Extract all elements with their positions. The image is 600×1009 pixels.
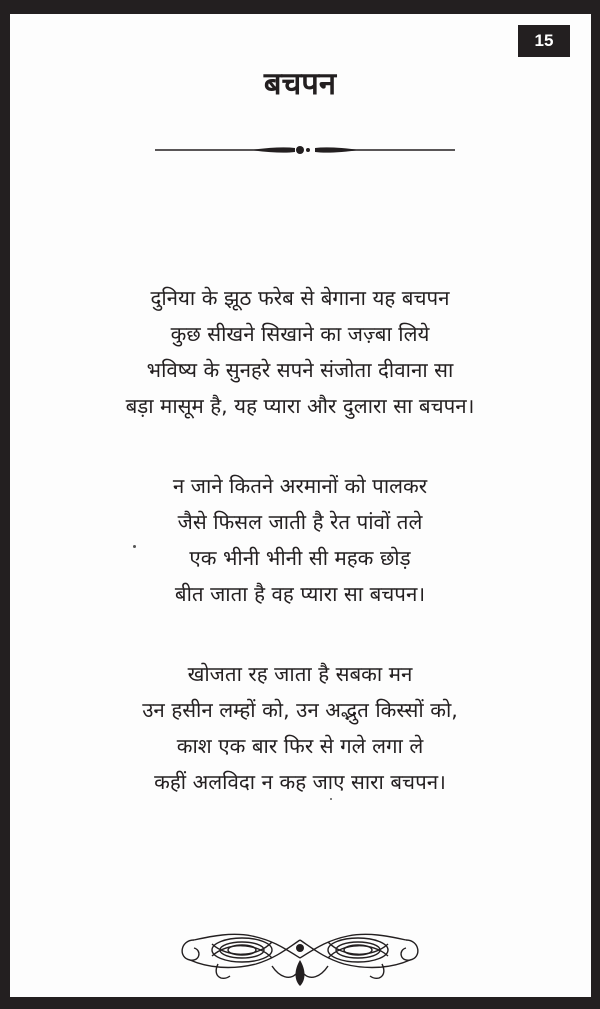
poem-line: उन हसीन लम्हों को, उन अद्भुत किस्सों को,: [142, 698, 458, 722]
ink-speck: [133, 545, 136, 548]
flourish-divider-icon: [155, 140, 455, 160]
poem-line: बीत जाता है वह प्यारा सा बचपन।: [174, 582, 426, 606]
poem-line: दुनिया के झूठ फरेब से बेगाना यह बचपन: [150, 286, 450, 310]
poem-line: कुछ सीखने सिखाने का जज़्बा लिये: [170, 322, 430, 346]
scroll-ornament-icon: [172, 918, 428, 988]
stanza-3: [0, 656, 600, 800]
ink-speck: [330, 798, 332, 800]
poem-line: एक भीनी भीनी सी महक छोड़: [189, 546, 411, 570]
stanza-2: [0, 468, 600, 612]
stanza-1: [0, 280, 600, 424]
poem-line: कहीं अलविदा न कह जाए सारा बचपन।: [154, 770, 446, 794]
poem-line: न जाने कितने अरमानों को पालकर: [172, 474, 428, 498]
poem-line: बड़ा मासूम है, यह प्यारा और दुलारा सा बचपन।: [125, 394, 475, 418]
poem-line: जैसे फिसल जाती है रेत पांवों तले: [177, 510, 423, 534]
page-number: 15: [518, 25, 570, 57]
poem-line: खोजता रह जाता है सबका मन: [187, 662, 413, 686]
page-title: बचपन: [263, 66, 337, 102]
poem-line: भविष्य के सुनहरे सपने संजोता दीवाना सा: [146, 358, 454, 382]
poem: [0, 280, 600, 844]
poem-line: काश एक बार फिर से गले लगा ले: [176, 734, 424, 758]
